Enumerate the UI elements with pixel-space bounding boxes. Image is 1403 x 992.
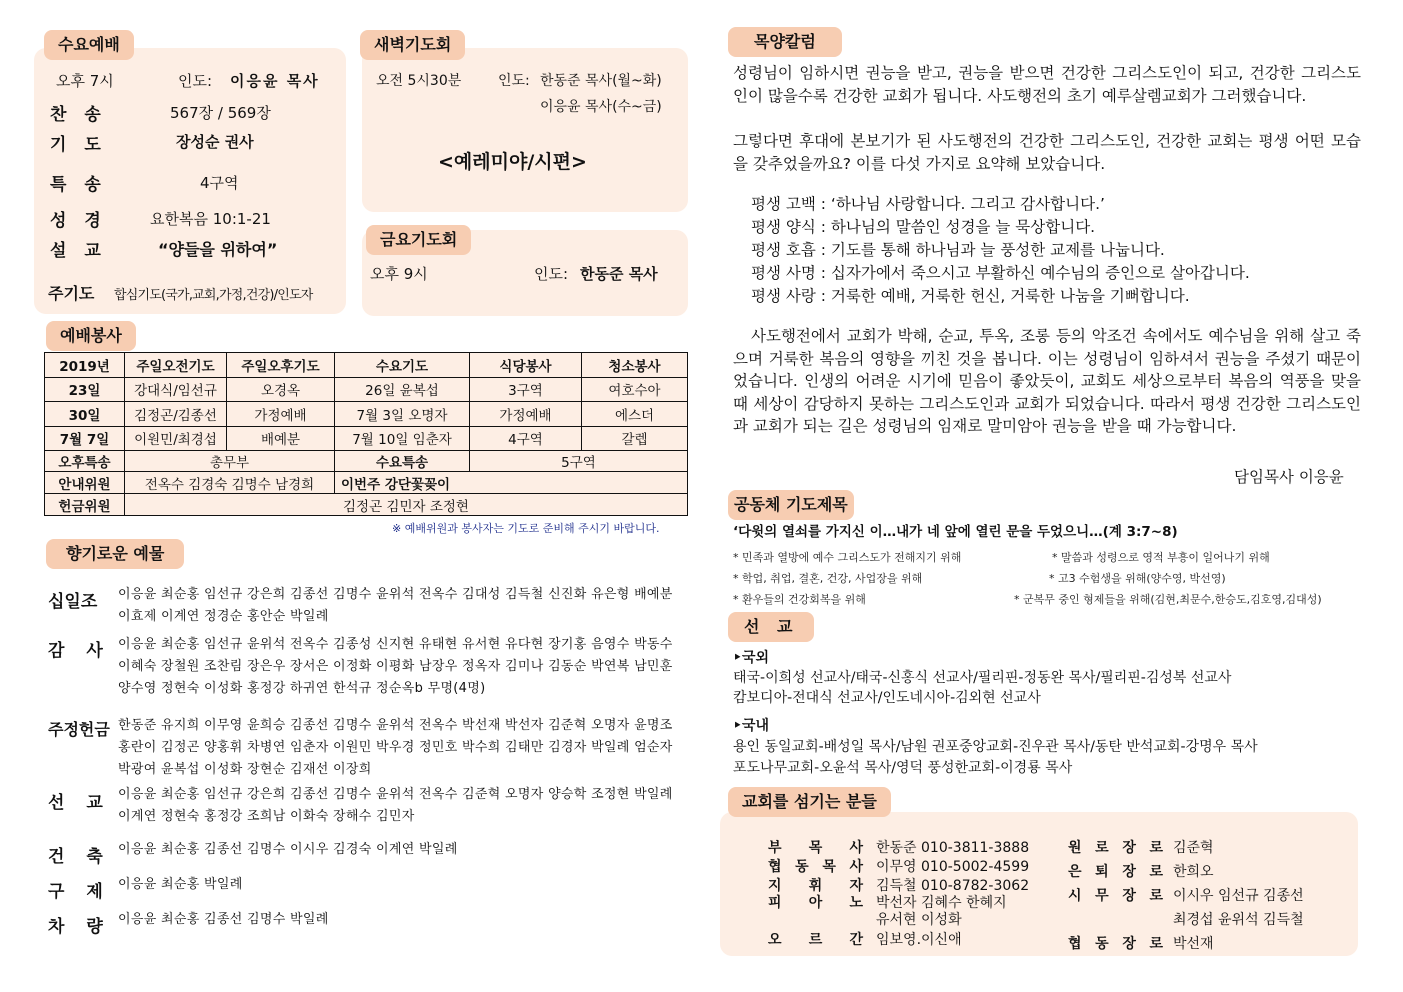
- mission-title: 선 교: [728, 612, 814, 642]
- staff-role-text: 피 아 노: [768, 895, 863, 911]
- friday-leader-label: 인도:: [534, 265, 569, 283]
- column-paragraph-2: 그렇다면 후대에 본보기가 된 사도행전의 건강한 그리스도인, 건강한 교회는 평생 어떤 모습을 갖추었을까요? 이를 다섯 가지로 요약해 보았습니다.: [733, 132, 1361, 173]
- staff-value: 김준혁: [1173, 840, 1214, 856]
- mission-overseas-1: 태국-이희성 선교사/태국-신홍식 선교사/필리핀-정동완 목사/필리핀-김성복 선교사: [733, 670, 1232, 686]
- mission-domestic-1: 용인 동일교회-배성일 목사/남원 권포중앙교회-진우관 목사/동탄 반석교회-강명우 목사: [733, 739, 1258, 755]
- staff-role-text: 오 르 간: [768, 932, 863, 948]
- header-cell: 주일오전기도: [125, 353, 227, 378]
- wednesday-leader: 이응윤 목사: [230, 72, 320, 90]
- header-cell: 청소봉사: [582, 353, 688, 378]
- offering-category: 구 제: [48, 882, 111, 902]
- offering-names: 한동준 유지희 이무영 윤희승 김종선 김명수 윤위석 전옥수 박선재 박선자 김준혁 오명자 윤명조 홍란이 김정곤 양홍휘 차병연 임춘자 이원민 박우경 정민호 박수희 김태만 김경자 박일례 엄순자 박광여 윤복섭 이성화 장현순 김재선 이장희: [118, 718, 673, 777]
- staff-role: [1068, 885, 1163, 905]
- mission-domestic-label: ‣국내: [733, 718, 769, 734]
- wed-sermon: “양들을 위하여”: [158, 240, 278, 259]
- prayer-item: * 말씀과 성령으로 영적 부흥이 일어나기 위해: [1052, 551, 1270, 564]
- prayer-item: * 민족과 열방에 예수 그리스도가 전해지기 위해: [733, 551, 962, 564]
- table-row: [45, 426, 688, 451]
- staff-value: 한희오: [1173, 864, 1214, 880]
- offering-names: 이응윤 최순홍 임선규 강은희 김종선 김명수 윤위석 전옥수 김대성 김득철 신진화 유은형 배예분 이효제 이계연 정경순 홍안순 박일례: [118, 587, 673, 624]
- staff-value: 임보영.이신애: [876, 932, 962, 948]
- wed-label-special: 특 송: [50, 175, 107, 195]
- column-paragraph-1: 성령님이 임하시면 권능을 받고, 권능을 받으면 건강한 그리스도인이 되고, 건강한 그리스도인이 많을수록 건강한 교회가 됩니다. 사도행전의 초기 예루살렘교회가 그러했습니다.: [733, 64, 1361, 105]
- table-row: [45, 494, 688, 516]
- table-row: [45, 451, 688, 472]
- staff-value: 김득철 010-8782-3062: [876, 878, 1030, 894]
- wednesday-leader-label: 인도:: [178, 72, 213, 90]
- dawn-book: <예레미야/시편>: [438, 151, 587, 173]
- staff-value: 최경섭 윤위석 김득철: [1173, 912, 1304, 928]
- service-table: [44, 352, 688, 516]
- friday-leader: 한동준 목사: [580, 265, 658, 283]
- life-item: 평생 사명 : 십자가에서 죽으시고 부활하신 예수님의 증인으로 살아갑니다.: [751, 264, 1250, 282]
- prayer-item: * 고3 수험생을 위해(양수영, 박선영): [1049, 572, 1226, 585]
- wed-label-lords-prayer: 주기도: [48, 284, 95, 303]
- service-title: 예배봉사: [46, 321, 136, 351]
- staff-role-text: 협 동 목 사: [768, 859, 863, 875]
- table-cell: 배예분: [227, 426, 335, 451]
- mission-domestic-2: 포도나무교회-오윤석 목사/영덕 풍성한교회-이경룡 목사: [733, 760, 1073, 776]
- ushers: 전옥수 김경숙 김명수 남경희: [125, 472, 335, 494]
- staff-role: [768, 856, 863, 876]
- column-paragraph-3: 사도행전에서 교회가 박해, 순교, 투옥, 조롱 등의 악조건 속에서도 예수님을 위해 살고 죽으며 거룩한 복음의 영향을 끼친 것을 봅니다. 이는 성령님이 임하셔서 권능을 주셨기 때문이었습니다. 인생의 어려운 시기에 믿음이 좋았듯이, 교회도 세상으로부터 복음의 역풍을 맞을 때 세상이 감당하지 못하는 그리스도인과 교회가 되었습니다. 따라서 평생 건강한 그리스도인과 교회가 되는 길은 성령님의 임재로 말미암아 권능을 받을 때 가능합니다.: [733, 327, 1361, 435]
- wed-special: 4구역: [200, 174, 239, 192]
- staff-value: 유서현 이성화: [876, 912, 962, 928]
- special-pm: 총무부: [125, 451, 335, 472]
- table-row: [45, 377, 688, 402]
- prayer-title: 공동체 기도제목: [728, 490, 854, 520]
- wednesday-title: 수요예배: [44, 30, 134, 60]
- staff-role: [768, 892, 863, 912]
- staff-title: 교회를 섬기는 분들: [728, 787, 891, 817]
- column-author: 담임목사 이응윤: [1234, 468, 1344, 486]
- life-item: 평생 호흡 : 기도를 통해 하나님과 늘 풍성한 교제를 나눕니다.: [751, 241, 1165, 259]
- staff-role-text: 은 퇴 장 로: [1068, 864, 1163, 880]
- staff-value: 박선자 김혜수 한혜지: [876, 895, 1007, 911]
- offering-names: 이응윤 최순홍 임선규 강은희 김종선 김명수 윤위석 전옥수 김준혁 오명자 양승학 조정현 박일례 이계연 정현숙 홍정강 조희남 이화숙 장해수 김민자: [118, 787, 673, 824]
- wed-label-sermon: 설 교: [50, 241, 107, 261]
- table-cell: 3구역: [470, 377, 582, 402]
- staff-role: [1068, 837, 1163, 857]
- table-cell: 에스더: [582, 402, 688, 427]
- dawn-leader-label: 인도:: [498, 73, 530, 89]
- table-cell: 가정예배: [470, 402, 582, 427]
- staff-value: 한동준 010-3811-3888: [876, 840, 1030, 856]
- life-item: 평생 고백 : ‘하나님 사랑합니다. 그리고 감사합니다.’: [751, 195, 1105, 213]
- staff-role-text: 시 무 장 로: [1068, 888, 1163, 904]
- table-row: [45, 472, 688, 494]
- offering-category: 십일조: [48, 592, 98, 612]
- header-cell: 2019년: [45, 353, 125, 378]
- wed-scripture: 요한복음 10:1-21: [150, 210, 271, 228]
- staff-role-text: 원 로 장 로: [1068, 840, 1163, 856]
- ushers-label: 안내위원: [45, 472, 125, 494]
- table-cell: 7월 3일 오명자: [335, 402, 470, 427]
- special-wed-label: 수요특송: [335, 451, 470, 472]
- mission-overseas-label: ‣국외: [733, 650, 769, 666]
- wed-label-prayer: 기 도: [50, 135, 107, 155]
- table-cell: 가정예배: [227, 402, 335, 427]
- prayer-item: * 학업, 취업, 결혼, 건강, 사업장을 위해: [733, 572, 923, 585]
- offering-category: 건 축: [48, 847, 111, 867]
- offering-committee: 김정곤 김민자 조정현: [125, 494, 688, 516]
- staff-role: [1068, 861, 1163, 881]
- wed-lords-prayer: 합심기도(국가,교회,가정,건강)/인도자: [114, 288, 313, 303]
- header-cell: 식당봉사: [470, 353, 582, 378]
- offering-names: 이응윤 최순홍 임선규 윤위석 전옥수 김종성 신지현 유태현 유서현 유다현 장기홍 음영수 박동수 이혜숙 장철원 조찬림 장은우 장서은 이정화 이평화 남장우 정옥자 김미나 김동순 박연복 남민훈 양수영 정현숙 이성화 홍정강 하귀연 한석규 정순옥b 무명(4명): [118, 637, 673, 696]
- staff-value: 이무영 010-5002-4599: [876, 859, 1030, 875]
- prayer-item: * 군복무 중인 형제들을 위해(김현,최문수,한승도,김호영,김대성): [1014, 593, 1322, 606]
- table-cell: 김정곤/김종선: [125, 402, 227, 427]
- staff-role-text: 부 목 사: [768, 840, 863, 856]
- offering-names: 이응윤 최순홍 김종선 김명수 이시우 김경숙 이계연 박일례: [118, 842, 458, 857]
- offering-names: 이응윤 최순홍 김종선 김명수 박일례: [118, 912, 329, 927]
- wednesday-time: 오후 7시: [56, 72, 114, 90]
- life-item: 평생 사랑 : 거룩한 예배, 거룩한 헌신, 거룩한 나눔을 기뻐합니다.: [751, 287, 1190, 305]
- table-cell: 7월 10일 임춘자: [335, 426, 470, 451]
- table-cell: 이원민/최경섭: [125, 426, 227, 451]
- dawn-leader-2: 이응윤 목사(수~금): [540, 99, 662, 115]
- wed-hymn: 567장 / 569장: [170, 104, 271, 122]
- table-cell: 7월 7일: [45, 426, 125, 451]
- table-cell: 30일: [45, 402, 125, 427]
- table-cell: 26일 윤복섭: [335, 377, 470, 402]
- wed-label-hymn: 찬 송: [50, 105, 107, 125]
- special-pm-label: 오후특송: [45, 451, 125, 472]
- dawn-time: 오전 5시30분: [376, 73, 462, 89]
- table-cell: 오경옥: [227, 377, 335, 402]
- life-item: 평생 양식 : 하나님의 말씀인 성경을 늘 묵상합니다.: [751, 218, 1096, 236]
- offering-category: 주정헌금: [48, 720, 110, 739]
- table-cell: 갈렙: [582, 426, 688, 451]
- table-header-row: [45, 353, 688, 378]
- dawn-title: 새벽기도회: [360, 30, 465, 60]
- friday-title: 금요기도회: [366, 225, 471, 255]
- friday-time: 오후 9시: [370, 265, 428, 283]
- staff-role-text: 협 동 장 로: [1068, 936, 1163, 952]
- flowers: 이번주 강단꽃꽂이: [335, 472, 688, 494]
- offerings-title: 향기로운 예물: [46, 539, 184, 569]
- column-title: 목양칼럼: [728, 27, 842, 57]
- header-cell: 주일오후기도: [227, 353, 335, 378]
- service-note: ※ 예배위원과 봉사자는 기도로 준비해 주시기 바랍니다.: [392, 522, 660, 535]
- staff-role: [768, 929, 863, 949]
- offering-category: 차 량: [48, 917, 111, 937]
- table-cell: 4구역: [470, 426, 582, 451]
- table-row: [45, 402, 688, 427]
- wed-label-scripture: 성 경: [50, 211, 107, 231]
- table-cell: 23일: [45, 377, 125, 402]
- wed-prayer: 장성순 권사: [176, 133, 254, 151]
- table-cell: 강대식/임선규: [125, 377, 227, 402]
- staff-value: 박선재: [1173, 936, 1214, 952]
- staff-role: [768, 837, 863, 857]
- header-cell: 수요기도: [335, 353, 470, 378]
- mission-overseas-2: 캄보디아-전대식 선교사/인도네시아-김외현 선교사: [733, 690, 1041, 706]
- special-wed: 5구역: [470, 451, 688, 472]
- staff-role: [1068, 933, 1163, 953]
- dawn-leader-1: 한동준 목사(월~화): [540, 73, 662, 89]
- prayer-verse: ‘다윗의 열쇠를 가지신 이…내가 네 앞에 열린 문을 두었으니…(계 3:7~8): [733, 524, 1178, 540]
- offering-names: 이응윤 최순홍 박일례: [118, 877, 243, 892]
- offering-committee-label: 헌금위원: [45, 494, 125, 516]
- offering-category: 선 교: [48, 793, 111, 813]
- table-cell: 여호수아: [582, 377, 688, 402]
- staff-role-text: 지 휘 자: [768, 878, 863, 894]
- offering-category: 감 사: [48, 641, 111, 661]
- staff-value: 이시우 임선규 김종선: [1173, 888, 1304, 904]
- prayer-item: * 환우들의 건강회복을 위해: [733, 593, 866, 606]
